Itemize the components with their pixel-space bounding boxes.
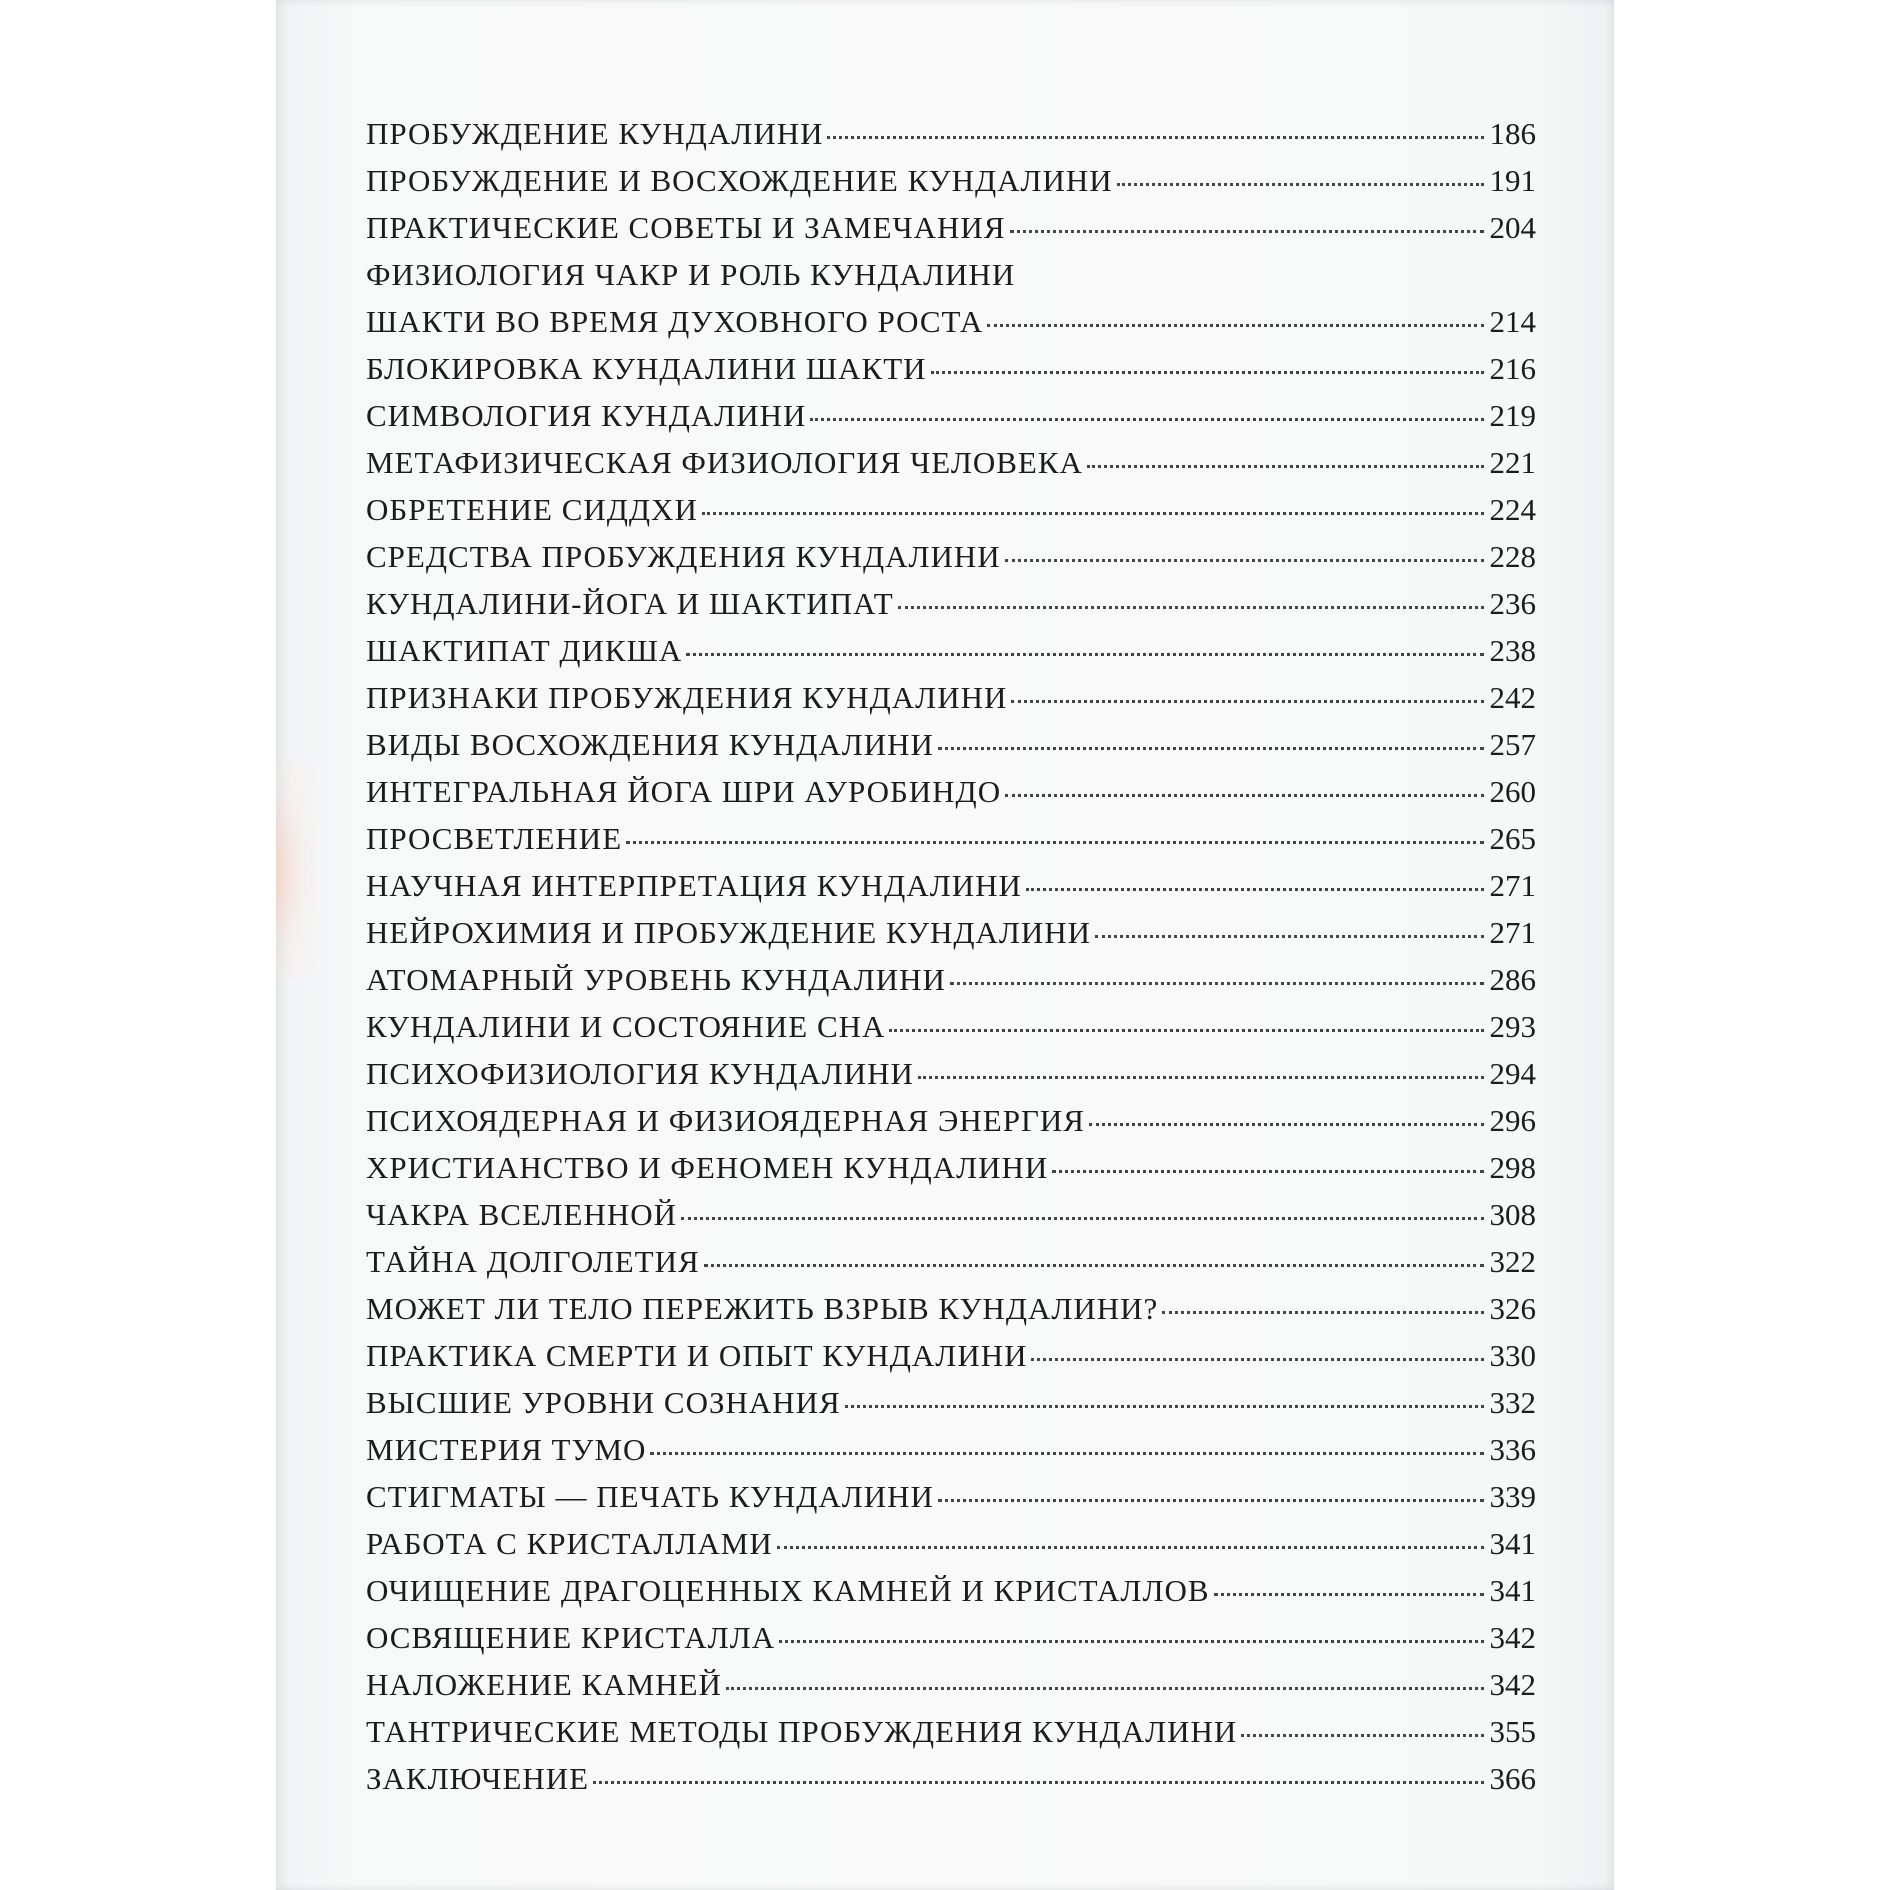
- dot-leader: [626, 841, 1484, 844]
- dot-leader: [1095, 935, 1484, 938]
- toc-entry-page-number: 366: [1489, 1761, 1536, 1796]
- dot-leader: [950, 982, 1484, 985]
- dot-leader: [1005, 559, 1484, 562]
- toc-entry: [366, 210, 1536, 257]
- toc-entry-page-number: 219: [1489, 398, 1536, 433]
- toc-entry-title: СТИГМАТЫ — ПЕЧАТЬ КУНДАЛИНИ: [366, 1479, 934, 1514]
- toc-entry-page-number: 265: [1489, 821, 1536, 856]
- toc-entry: [366, 1667, 1536, 1714]
- toc-entry-title: РАБОТА С КРИСТАЛЛАМИ: [366, 1526, 773, 1561]
- toc-entry: [366, 868, 1536, 915]
- dot-leader: [1011, 700, 1484, 703]
- toc-entry-page-number: 242: [1489, 680, 1536, 715]
- toc-entry-page-number: 257: [1489, 727, 1536, 762]
- dot-leader: [1052, 1170, 1484, 1173]
- toc-entry: [366, 1338, 1536, 1385]
- toc-entry-page-number: 224: [1489, 492, 1536, 527]
- dot-leader: [1010, 230, 1485, 233]
- toc-entry: [366, 1056, 1536, 1103]
- toc-entry-title: ТАНТРИЧЕСКИЕ МЕТОДЫ ПРОБУЖДЕНИЯ КУНДАЛИНИ: [366, 1714, 1238, 1749]
- toc-entry: [366, 351, 1536, 398]
- toc-entry-title: МОЖЕТ ЛИ ТЕЛО ПЕРЕЖИТЬ ВЗРЫВ КУНДАЛИНИ?: [366, 1291, 1159, 1326]
- toc-entry: [366, 1150, 1536, 1197]
- toc-entry-page-number: 214: [1489, 304, 1536, 339]
- toc-entry-title: ШАКТИПАТ ДИКША: [366, 633, 683, 668]
- toc-entry-title: ЧАКРА ВСЕЛЕННОЙ: [366, 1197, 678, 1232]
- toc-entry: [366, 1103, 1536, 1150]
- toc-entry-page-number: 271: [1489, 915, 1536, 950]
- toc-entry-title: ОЧИЩЕНИЕ ДРАГОЦЕННЫХ КАМНЕЙ И КРИСТАЛЛОВ: [366, 1573, 1210, 1608]
- dot-leader: [938, 747, 1484, 750]
- dot-leader: [1089, 1123, 1484, 1126]
- toc-entry: [366, 492, 1536, 539]
- toc-entry-page-number: 221: [1489, 445, 1536, 480]
- toc-entry: [366, 539, 1536, 586]
- toc-entry-title: ПРАКТИКА СМЕРТИ И ОПЫТ КУНДАЛИНИ: [366, 1338, 1028, 1373]
- toc-entry-page-number: 298: [1489, 1150, 1536, 1185]
- toc-entry: [366, 915, 1536, 962]
- toc-entry-title: ПРОБУЖДЕНИЕ И ВОСХОЖДЕНИЕ КУНДАЛИНИ: [366, 163, 1113, 198]
- toc-entry-title: СРЕДСТВА ПРОБУЖДЕНИЯ КУНДАЛИНИ: [366, 539, 1001, 574]
- toc-entry-page-number: 336: [1489, 1432, 1536, 1467]
- dot-leader: [889, 1029, 1484, 1032]
- toc-entry-page-number: 342: [1489, 1667, 1536, 1702]
- toc-entry: [366, 962, 1536, 1009]
- toc-entry: [366, 1244, 1536, 1291]
- toc-entry-page-number: 191: [1489, 163, 1536, 198]
- toc-entry: [366, 1009, 1536, 1056]
- toc-entry-title: ПСИХОФИЗИОЛОГИЯ КУНДАЛИНИ: [366, 1056, 914, 1091]
- toc-entry: [366, 774, 1536, 821]
- toc-entry: [366, 116, 1536, 163]
- toc-entry-title: ПСИХОЯДЕРНАЯ И ФИЗИОЯДЕРНАЯ ЭНЕРГИЯ: [366, 1103, 1085, 1138]
- toc-entry: [366, 163, 1536, 210]
- toc-entry: [366, 1714, 1536, 1761]
- dot-leader: [1031, 1358, 1484, 1361]
- dot-leader: [931, 371, 1484, 374]
- toc-entry: [366, 1526, 1536, 1573]
- dot-leader: [1241, 1734, 1484, 1737]
- toc-entry: [366, 680, 1536, 727]
- toc-entry-page-number: 341: [1489, 1573, 1536, 1608]
- toc-entry-page-number: 293: [1489, 1009, 1536, 1044]
- toc-entry-page-number: 216: [1489, 351, 1536, 386]
- toc-entry-page-number: 186: [1489, 116, 1536, 151]
- dot-leader: [810, 418, 1484, 421]
- dot-leader: [827, 136, 1484, 139]
- toc-entry-title: ПРОБУЖДЕНИЕ КУНДАЛИНИ: [366, 116, 824, 151]
- toc-entry-title: ОСВЯЩЕНИЕ КРИСТАЛЛА: [366, 1620, 776, 1655]
- toc-entry-title: АТОМАРНЫЙ УРОВЕНЬ КУНДАЛИНИ: [366, 962, 946, 997]
- dot-leader: [1117, 183, 1484, 186]
- dot-leader: [650, 1452, 1484, 1455]
- toc-entry: [366, 398, 1536, 445]
- dot-leader: [726, 1687, 1484, 1690]
- toc-entry-page-number: 294: [1489, 1056, 1536, 1091]
- toc-entry-page-number: 326: [1489, 1291, 1536, 1326]
- toc-entry: [366, 586, 1536, 633]
- toc-entry: [366, 1761, 1536, 1808]
- dot-leader: [987, 324, 1484, 327]
- toc-entry-page-number: 322: [1489, 1244, 1536, 1279]
- dot-leader: [1026, 888, 1484, 891]
- toc-entry: [366, 1432, 1536, 1479]
- toc-entry: [366, 1197, 1536, 1244]
- toc-entry-page-number: 308: [1489, 1197, 1536, 1232]
- toc-entry-page-number: 341: [1489, 1526, 1536, 1561]
- toc-entry: [366, 1479, 1536, 1526]
- dot-leader: [779, 1640, 1484, 1643]
- toc-entry-page-number: 296: [1489, 1103, 1536, 1138]
- toc-entry-title: НЕЙРОХИМИЯ И ПРОБУЖДЕНИЕ КУНДАЛИНИ: [366, 915, 1092, 950]
- toc-entry-page-number: 204: [1489, 210, 1536, 245]
- toc-entry-title: ПРАКТИЧЕСКИЕ СОВЕТЫ И ЗАМЕЧАНИЯ: [366, 210, 1006, 245]
- dot-leader: [1087, 465, 1484, 468]
- toc-entry: [366, 1620, 1536, 1667]
- toc-entry-title: ИНТЕГРАЛЬНАЯ ЙОГА ШРИ АУРОБИНДО: [366, 774, 1002, 809]
- dot-leader: [938, 1499, 1484, 1502]
- toc-entry-title: СИМВОЛОГИЯ КУНДАЛИНИ: [366, 398, 807, 433]
- toc-entry: [366, 633, 1536, 680]
- toc-entry-page-number: 228: [1489, 539, 1536, 574]
- dot-leader: [681, 1217, 1484, 1220]
- toc-entry-page-number: 271: [1489, 868, 1536, 903]
- toc-entry-title: МИСТЕРИЯ ТУМО: [366, 1432, 647, 1467]
- toc-entry: [366, 445, 1536, 492]
- table-of-contents: [366, 116, 1536, 1808]
- toc-entry-page-number: 238: [1489, 633, 1536, 668]
- toc-entry-title: ФИЗИОЛОГИЯ ЧАКР И РОЛЬ КУНДАЛИНИ: [366, 257, 1016, 292]
- toc-entry-page-number: 330: [1489, 1338, 1536, 1373]
- toc-entry: [366, 821, 1536, 868]
- toc-entry-title: ТАЙНА ДОЛГОЛЕТИЯ: [366, 1244, 700, 1279]
- toc-entry: [366, 304, 1536, 351]
- toc-entry-page-number: 332: [1489, 1385, 1536, 1420]
- toc-entry-title: МЕТАФИЗИЧЕСКАЯ ФИЗИОЛОГИЯ ЧЕЛОВЕКА: [366, 445, 1083, 480]
- toc-entry: [366, 727, 1536, 774]
- toc-entry-title: КУНДАЛИНИ-ЙОГА И ШАКТИПАТ: [366, 586, 894, 621]
- toc-entry-title: ВЫСШИЕ УРОВНИ СОЗНАНИЯ: [366, 1385, 841, 1420]
- toc-entry-title: ЗАКЛЮЧЕНИЕ: [366, 1761, 590, 1796]
- dot-leader: [777, 1546, 1484, 1549]
- toc-entry-title: ВИДЫ ВОСХОЖДЕНИЯ КУНДАЛИНИ: [366, 727, 934, 762]
- toc-entry: [366, 1385, 1536, 1432]
- dot-leader: [702, 512, 1484, 515]
- toc-entry-title: НАУЧНАЯ ИНТЕРПРЕТАЦИЯ КУНДАЛИНИ: [366, 868, 1022, 903]
- toc-entry-title: ПРОСВЕТЛЕНИЕ: [366, 821, 623, 856]
- dot-leader: [1005, 794, 1484, 797]
- dot-leader: [918, 1076, 1484, 1079]
- toc-entry-page-number: 355: [1489, 1714, 1536, 1749]
- toc-entry-title: НАЛОЖЕНИЕ КАМНЕЙ: [366, 1667, 722, 1702]
- dot-leader: [898, 606, 1484, 609]
- dot-leader: [1214, 1593, 1484, 1596]
- toc-entry-title: ХРИСТИАНСТВО И ФЕНОМЕН КУНДАЛИНИ: [366, 1150, 1049, 1185]
- dot-leader: [593, 1781, 1484, 1784]
- toc-entry: [366, 1573, 1536, 1620]
- toc-entry-page-number: 339: [1489, 1479, 1536, 1514]
- toc-entry-title: ОБРЕТЕНИЕ СИДДХИ: [366, 492, 698, 527]
- toc-entry-title: КУНДАЛИНИ И СОСТОЯНИЕ СНА: [366, 1009, 886, 1044]
- toc-entry: [366, 1291, 1536, 1338]
- dot-leader: [704, 1264, 1484, 1267]
- dot-leader: [1162, 1311, 1484, 1314]
- dot-leader: [845, 1405, 1484, 1408]
- toc-entry: [366, 257, 1536, 304]
- toc-entry-title: ПРИЗНАКИ ПРОБУЖДЕНИЯ КУНДАЛИНИ: [366, 680, 1008, 715]
- dot-leader: [686, 653, 1484, 656]
- toc-entry-page-number: 286: [1489, 962, 1536, 997]
- toc-entry-page-number: 236: [1489, 586, 1536, 621]
- toc-entry-title: БЛОКИРОВКА КУНДАЛИНИ ШАКТИ: [366, 351, 927, 386]
- toc-entry-page-number: 342: [1489, 1620, 1536, 1655]
- toc-entry-title: ШАКТИ ВО ВРЕМЯ ДУХОВНОГО РОСТА: [366, 304, 984, 339]
- toc-entry-page-number: 260: [1489, 774, 1536, 809]
